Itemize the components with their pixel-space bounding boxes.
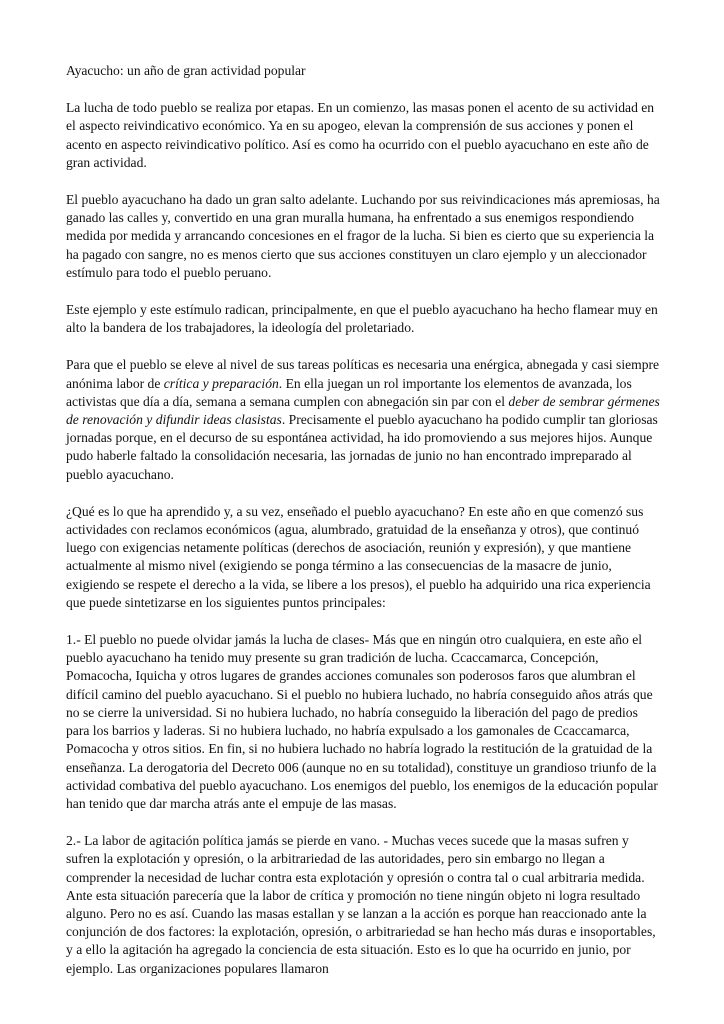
paragraph-7-point-2: 2.- La labor de agitación política jamás se pierde en vano. - Muchas veces sucede que la masas sufren y sufren la explotación y opresión, o la arbitrariedad de las autoridades, pero sin embargo no llegan a comprender la necesidad de luchar contra esta explotación y opresión o contra tal o cual arbitraria medida. Ante esta situación parecería que la labor de crítica y promoción no tiene ningún objeto ni logra resultado alguno. Pero no es así. Cuando las masas estallan y se lanzan a la acción es porque han reaccionado ante la conjunción de dos factores: la explotación, opresión, o arbitrariedad se han hecho más duras e insoportables, y a ello la agitación ha agregado la conciencia de esta situación. Esto es lo que ha ocurrido en junio, por ejemplo. Las organizaciones populares llamaron	[66, 833, 656, 976]
document-page	[66, 62, 662, 997]
paragraph-4	[66, 356, 662, 483]
paragraph-5: ¿Qué es lo que ha aprendido y, a su vez, enseñado el pueblo ayacuchano? En este año en que comenzó sus actividades con reclamos económicos (agua, alumbrado, gratuidad de la enseñanza y otros), que continuó luego con exigencias netamente políticas (derechos de asociación, reunión y expresión), y que mantiene actualmente al mismo nivel (exigiendo se ponga término a las consecuencias de la masacre de junio, exigiendo se respete el derecho a la vida, se libere a los presos), el pueblo ha adquirido una rica experiencia que puede sintetizarse en los siguientes puntos principales:	[66, 503, 651, 610]
paragraph-4-text-a: Para que el pueblo se eleve al nivel de sus tareas políticas es necesaria una enérgica, abnegada y casi siempre anónima labor de	[66, 357, 660, 391]
paragraph-6-point-1: 1.- El pueblo no puede olvidar jamás la lucha de clases- Más que en ningún otro cualquiera, en este año el pueblo ayacuchano ha tenido muy presente su gran tradición de lucha. Ccaccamarca, Concepción, Pomacocha, Iquicha y otros lugares de grandes acciones comunales son poderosos faros que alumbran el difícil camino del pueblo ayacuchano. Si el pueblo no hubiera luchado, no habría conseguido años atrás que no se cierre la universidad. Si no hubiera luchado, no habría conseguido la liberación del pago de predios para los barrios y laderas. Si no hubiera luchado, no habría expulsado a los gamonales de Ccaccamarca, Pomacocha y otros sitios. En fin, si no hubiera luchado no habría logrado la restitución de la gratuidad de la enseñanza. La derogatoria del Decreto 006 (aunque no en su totalidad), constituye un grandioso triunfo de la actividad combativa del pueblo ayacuchano. Los enemigos del pueblo, los enemigos de la educación popular han tenido que dar marcha atrás ante el empuje de las masas.	[66, 632, 658, 811]
paragraph-1: La lucha de todo pueblo se realiza por etapas. En un comienzo, las masas ponen el acento de su actividad en el aspecto reivindicativo económico. Ya en su apogeo, elevan la comprensión de sus acciones y ponen el acento en aspecto reivindicativo político. Así es como ha ocurrido con el pueblo ayacuchano en este año de gran actividad.	[66, 100, 655, 170]
paragraph-2: El pueblo ayacuchano ha dado un gran salto adelante. Luchando por sus reivindicaciones más apremiosas, ha ganado las calles y, convertido en una gran muralla humana, ha enfrentado a sus enemigos respondiendo medida por medida y arrancando concesiones en el fragor de la lucha. Si bien es cierto que su experiencia la ha pagado con sangre, no es menos cierto que sus acciones constituyen un claro ejemplo y un aleccionador estímulo para todo el pueblo peruano.	[66, 192, 660, 280]
paragraph-4-emphasis-critica: crítica y preparación	[163, 375, 279, 391]
paragraph-4-text-c: . En ella juegan un rol importante los elementos de avanzada, los activistas que día a día, semana a semana cumplen con abnegación sin par con el	[66, 375, 632, 409]
paragraph-4-emphasis-deber: deber de sembrar gérmenes de renovación y difundir ideas clasistas	[66, 393, 660, 428]
paragraph-4-text-e: . Precisamente el pueblo ayacuchano ha podido cumplir tan gloriosas jornadas porque, en el decurso de su espontánea actividad, ha ido promoviendo a sus mejores hijos. Aunque pudo haberle faltado la consolidación necesaria, las jornadas de junio no han encontrado impreparado al pueblo ayacuchano.	[66, 412, 658, 482]
paragraph-3: Este ejemplo y este estímulo radican, principalmente, en que el pueblo ayacuchano ha hecho flamear muy en alto la bandera de los trabajadores, la ideología del proletariado.	[66, 302, 658, 336]
document-title: Ayacucho: un año de gran actividad popular	[66, 63, 306, 78]
